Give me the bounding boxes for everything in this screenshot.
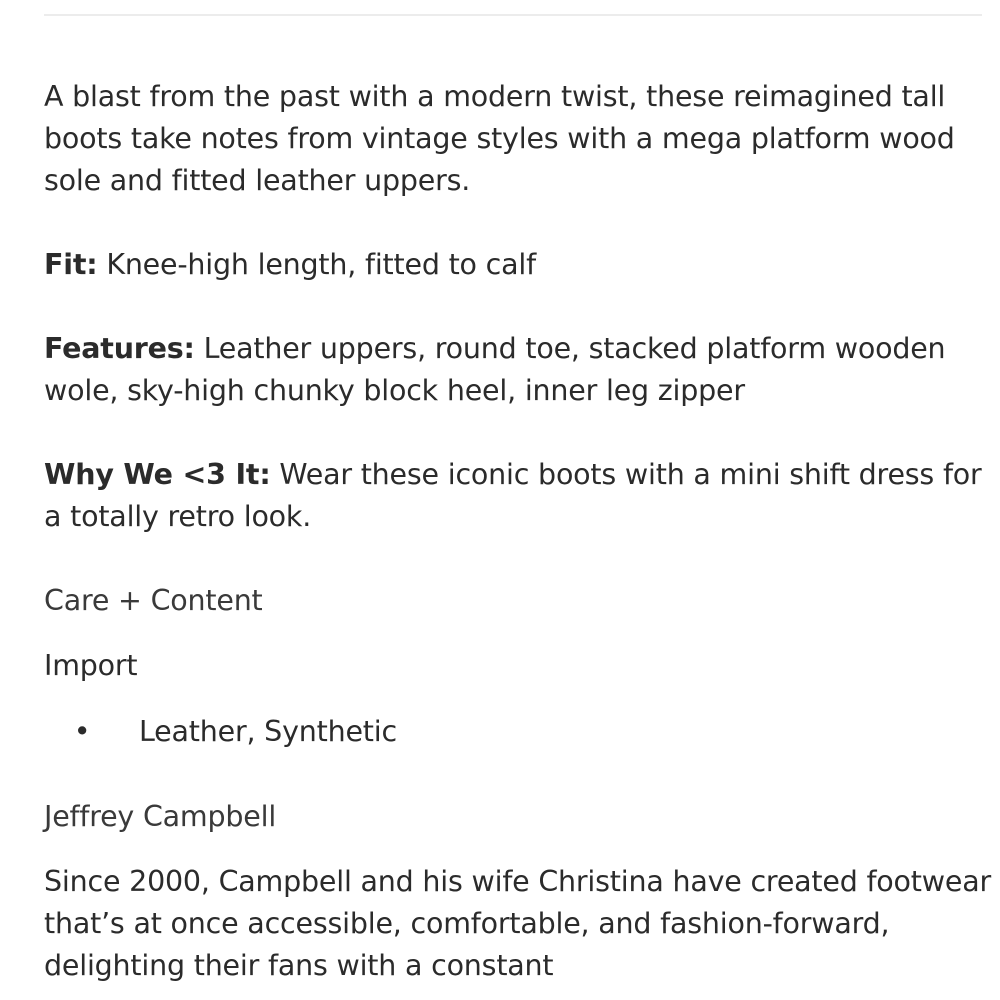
origin-text: Import	[44, 649, 138, 682]
list-item	[44, 711, 994, 753]
fit-value: Knee-high length, fitted to calf	[97, 248, 536, 281]
features-label: Features:	[44, 332, 195, 365]
why-we-love-it-spec	[44, 454, 994, 538]
materials-text: Leather, Synthetic	[139, 715, 397, 748]
fit-label: Fit:	[44, 248, 98, 281]
materials-list	[44, 711, 994, 753]
features-value: Leather uppers, round toe, stacked platform wooden wole, sky-high chunky block heel, inner leg zipper	[44, 332, 946, 407]
care-content-heading[interactable]: Care + Content	[44, 584, 263, 617]
brand-bio: Since 2000, Campbell and his wife Christina have created footwear that’s at once accessible, comfortable, and fashion-forward, delighting their fans with a constant	[44, 865, 991, 982]
brand-heading[interactable]: Jeffrey Campbell	[44, 800, 277, 833]
bullet-icon: •	[73, 715, 91, 748]
why-we-love-it-label: Why We <3 It:	[44, 458, 271, 491]
product-details	[44, 76, 994, 987]
top-divider	[44, 14, 982, 16]
product-description: A blast from the past with a modern twist, these reimagined tall boots take notes from vintage styles with a mega platform wood sole and fitted leather uppers.	[44, 80, 955, 197]
features-spec	[44, 328, 994, 412]
why-we-love-it-value: Wear these iconic boots with a mini shift dress for a totally retro look.	[44, 458, 982, 533]
fit-spec	[44, 244, 994, 286]
